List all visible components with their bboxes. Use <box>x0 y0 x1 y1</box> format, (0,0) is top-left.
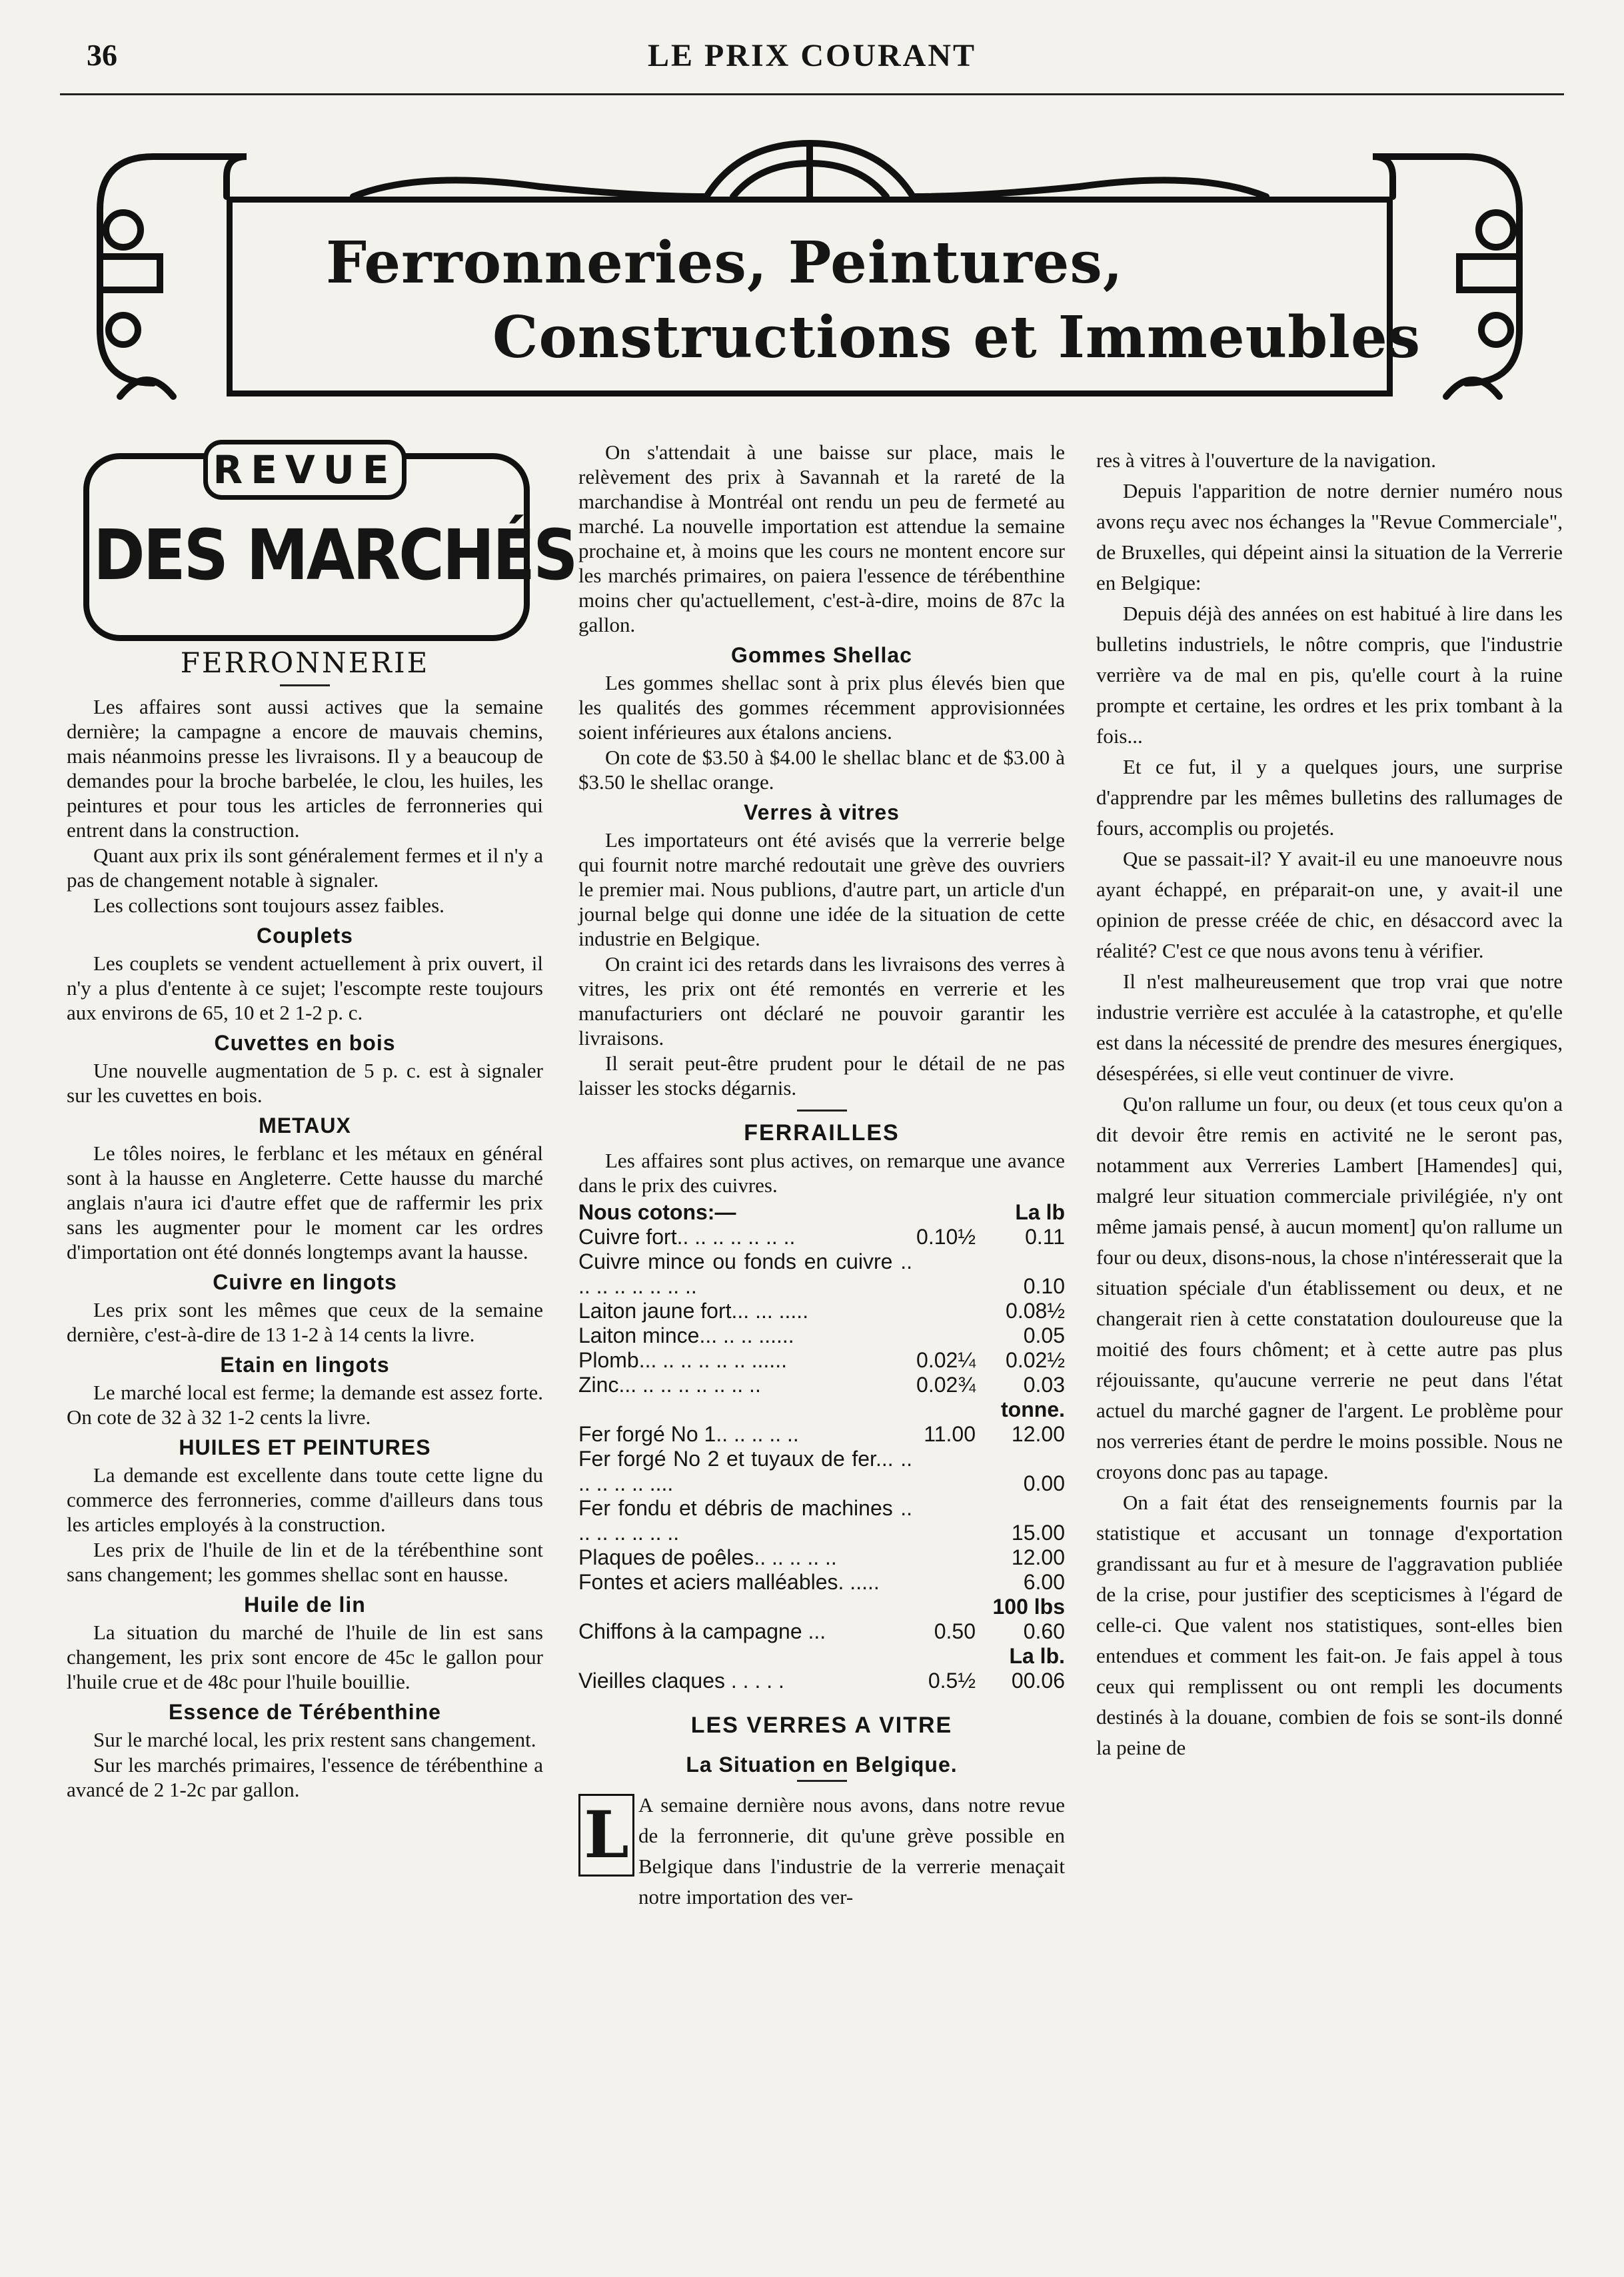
price-row <box>578 1200 1065 1225</box>
paragraph: Le tôles noires, le ferblanc et les métaux en général sont à la hausse en Angleterre. Cette hausse du marché anglais n'aura ici d'autre effet que de raffermir les prix sans les augmenter pour le moment car les ordres d'importation ont été donnés longtemps avant la hausse. <box>67 1141 543 1263</box>
subheading-situation-belgique: La Situation en Belgique. <box>686 1753 958 1777</box>
price-row <box>578 1447 1065 1496</box>
price-value-b: 12.00 <box>1011 1545 1065 1569</box>
price-item: Plomb... .. .. .. .. .. ...... <box>578 1348 787 1372</box>
paragraph: La situation du marché de l'huile de lin est sans changement, les prix sont encore de 45c le gallon pour l'huile crue et de 48c pour l'huile bouillie. <box>67 1621 543 1693</box>
price-value-b: 15.00 <box>1011 1521 1065 1545</box>
price-value-b: 0.02½ <box>1006 1348 1065 1372</box>
paragraph: Sur les marchés primaires, l'essence de térébenthine a avancé de 2 1-2c par gallon. <box>67 1753 543 1801</box>
price-row <box>578 1249 1065 1299</box>
paragraph: Et ce fut, il y a quelques jours, une surprise d'apprendre par les mêmes bulletins des rallumages de fours, accomplis ou projetés. <box>1096 755 1563 840</box>
price-row <box>578 1422 1065 1447</box>
divider <box>797 1110 847 1112</box>
price-item: Chiffons à la campagne ... <box>578 1619 826 1643</box>
section-title-ferronnerie: FERRONNERIE <box>180 646 430 679</box>
price-row <box>578 1397 1065 1422</box>
paragraph: Qu'on rallume un four, ou deux (et tous ceux qu'on a dit devoir être remis en activité ne le seront pas, notamment aux Verreries Lambert [Hamendes] qui, malgré leur situation commerciale privilégiée, n'y ont même jamais pensé, à aucun moment] qu'on rallume un four ou deux, disons-nous, la chose n'intéresserait que la situation spéciale d'un établissement ou deux, et ne changerait rien à cette constatation douloureuse que la moitié des fours chôment; et à cette autre pas plus réjouissante, qu'aucune verrerie ne peut dans l'état actuel du marché gagner de l'argent. Le problème pour nos verreries étant de perdre le moins possible. Nous ne croyons donc pas au tapage. <box>1096 1092 1563 1483</box>
price-value-b: 0.00 <box>1023 1471 1065 1495</box>
price-value-a: 0.02¼ <box>916 1348 976 1372</box>
subheading-essence: Essence de Térébenthine <box>169 1700 441 1724</box>
price-item: Laiton mince... .. .. ...... <box>578 1323 794 1347</box>
paragraph: Sur le marché local, les prix restent sans changement. <box>93 1728 536 1751</box>
price-item: Fer forgé No 1.. .. .. .. .. <box>578 1422 799 1446</box>
page-number: 36 <box>87 38 117 72</box>
paragraph: Les prix sont les mêmes que ceux de la semaine dernière, c'est-à-dire de 13 1-2 à 14 cents la livre. <box>67 1298 543 1346</box>
section-banner <box>73 130 1546 423</box>
price-row <box>578 1644 1065 1669</box>
masthead-top-label: REVUE <box>203 440 406 500</box>
price-value-a: 0.02¾ <box>916 1373 976 1397</box>
price-item: Fer forgé No 2 et tuyaux de fer... .. .. .. .. .. .... <box>578 1447 912 1495</box>
subheading-cuivre: Cuivre en lingots <box>213 1270 397 1294</box>
paragraph: On craint ici des retards dans les livraisons des verres à vitres, les prix ont été remontés en verrerie et les manufacturiers ont déclaré ne pouvoir garantir les livraisons. <box>578 952 1065 1050</box>
price-item <box>578 1397 912 1422</box>
price-row <box>578 1348 1065 1373</box>
price-item: Plaques de poêles.. .. .. .. .. <box>578 1545 837 1569</box>
banner-frame <box>227 197 1421 396</box>
price-value-b: 0.60 <box>1023 1619 1065 1643</box>
price-value-b: La lb <box>1015 1200 1065 1224</box>
paragraph: Il serait peut-être prudent pour le détail de ne pas laisser les stocks dégarnis. <box>578 1052 1065 1100</box>
price-value-a <box>912 1595 985 1619</box>
banner-title-line-1: Ferronneries, Peintures, <box>326 229 1124 297</box>
price-item: Nous cotons:— <box>578 1200 736 1224</box>
banner-title-line-2: Constructions et Immeubles <box>492 304 1421 371</box>
paragraph: Les couplets se vendent actuellement à prix ouvert, il n'y a plus d'entente à ce sujet; l'escompte reste toujours aux environs de 65, 10 et 2 1-2 p. c. <box>67 952 543 1024</box>
price-value-a <box>912 1545 985 1570</box>
paragraph: Les importateurs ont été avisés que la verrerie belge qui fournit notre marché redoutait une grève des ouvriers le premier mai. Nous publions, d'autre part, un article d'un journal belge qui donne une idée de la situation de cette industrie en Belgique. <box>578 828 1065 950</box>
price-value-b: 6.00 <box>1023 1570 1065 1594</box>
divider <box>797 1780 847 1782</box>
price-item: Cuivre mince ou fonds en cuivre .. .. .. .. .. .. .. .. <box>578 1249 912 1298</box>
subheading-gommes: Gommes Shellac <box>731 643 912 667</box>
subheading-huile-de-lin: Huile de lin <box>244 1593 366 1617</box>
price-value-a: 0.50 <box>934 1619 976 1643</box>
price-row <box>578 1545 1065 1570</box>
paragraph: res à vitres à l'ouverture de la navigation. <box>1096 448 1437 472</box>
price-value-a: 0.5½ <box>928 1669 976 1693</box>
price-value-b: 0.05 <box>1023 1323 1065 1347</box>
price-value-b: 00.06 <box>1011 1669 1065 1693</box>
paragraph: On cote de $3.50 à $4.00 le shellac blanc et de $3.00 à $3.50 le shellac orange. <box>578 746 1065 794</box>
paragraph: On a fait état des renseignements fournis par la statistique et accusant un tonnage d'exportation grandissant au fur et à mesure de l'aggravation publiée de la crise, pour justifier des scepticismes à l'égard de celle-ci. Que valent nos statistiques, sont-elles bien entendues et comment les fait-on. Je fais appel à tous ceux qui remplissent ou ont rempli les documents destinés à la douane, combien de fois se sont-ils donné la peine de <box>1096 1491 1563 1759</box>
price-row <box>578 1225 1065 1249</box>
paragraph: Les prix de l'huile de lin et de la térébenthine sont sans changement; les gommes shellac sont en hausse. <box>67 1538 543 1586</box>
price-value-b: 0.10 <box>1023 1274 1065 1298</box>
price-item: Cuivre fort.. .. .. .. .. .. .. <box>578 1225 796 1249</box>
paragraph: Depuis l'apparition de notre dernier numéro nous avons reçu avec nos échanges la "Revue Commerciale", de Bruxelles, qui dépeint ainsi la situation de la Verrerie en Belgique: <box>1096 479 1563 594</box>
drop-cap: L <box>578 1794 634 1877</box>
divider <box>280 684 330 686</box>
price-value-b: tonne. <box>1001 1397 1065 1421</box>
masthead-main-label: DES MARCHÉS <box>93 514 576 596</box>
column-2 <box>578 440 1065 1913</box>
price-value-b: 0.11 <box>1025 1225 1065 1249</box>
subheading-couplets: Couplets <box>257 924 353 948</box>
price-table <box>578 1200 1065 1693</box>
price-row <box>578 1299 1065 1323</box>
price-value-a <box>912 1496 985 1545</box>
price-value-b: La lb. <box>1009 1644 1065 1668</box>
paragraph: Une nouvelle augmentation de 5 p. c. est à signaler sur les cuvettes en bois. <box>67 1059 543 1107</box>
header-rule <box>60 93 1564 95</box>
paragraph: Depuis déjà des années on est habitué à lire dans les bulletins industriels, le nôtre compris, que l'industrie verrière va de mal en pis, qu'elle court à la ruine prompte et certaine, les ordres et les prix tombant à la fois... <box>1096 602 1563 748</box>
paragraph: Il n'est malheureusement que trop vrai que notre industrie verrière est acculée à la catastrophe, et qu'elle est dans la nécessité de prendre des mesures énergiques, désespérées, si elle veut continuer de vivre. <box>1096 970 1563 1085</box>
price-item: Zinc... .. .. .. .. .. .. .. <box>578 1373 761 1397</box>
price-value-b: 0.08½ <box>1006 1299 1065 1323</box>
paragraph: Les collections sont toujours assez faibles. <box>93 894 444 917</box>
paragraph: Les affaires sont plus actives, on remarque une avance dans le prix des cuivres. <box>578 1149 1065 1197</box>
price-value-a <box>912 1447 985 1496</box>
price-item: Fontes et aciers malléables. ..... <box>578 1570 880 1594</box>
price-row <box>578 1323 1065 1348</box>
paragraph: Quant aux prix ils sont généralement fermes et il n'y a pas de changement notable à signaler. <box>67 844 543 892</box>
running-header <box>73 37 1551 77</box>
price-row <box>578 1669 1065 1693</box>
paragraph: La demande est excellente dans toute cette ligne du commerce des ferronneries, comme d'ailleurs dans tous les articles employés à la construction. <box>67 1463 543 1536</box>
subheading-verres-a-vitre: LES VERRES A VITRE <box>690 1713 953 1738</box>
paragraph: Les gommes shellac sont à prix plus élevés bien que les qualités des gommes récemment approvisionnées soient inférieures aux étalons anciens. <box>578 671 1065 744</box>
subheading-etain: Etain en lingots <box>220 1353 390 1377</box>
price-value-b: 12.00 <box>1011 1422 1065 1446</box>
price-item <box>578 1595 912 1619</box>
price-row <box>578 1619 1065 1644</box>
price-value-b: 0.03 <box>1023 1373 1065 1397</box>
journal-title: LE PRIX COURANT <box>647 38 977 73</box>
column-1 <box>67 440 576 1803</box>
price-row <box>578 1373 1065 1397</box>
price-item: Laiton jaune fort... ... ..... <box>578 1299 809 1323</box>
price-value-a <box>912 1570 985 1595</box>
subheading-ferrailles: FERRAILLES <box>744 1120 900 1145</box>
price-row <box>578 1496 1065 1545</box>
price-value-a: 11.00 <box>924 1422 976 1446</box>
price-value-a <box>912 1299 985 1323</box>
article-opening <box>578 1790 1065 1912</box>
revue-masthead <box>67 440 576 646</box>
price-item: Vieilles claques . . . . . <box>578 1669 784 1693</box>
subheading-verres: Verres à vitres <box>744 800 900 824</box>
price-value-a <box>912 1397 985 1422</box>
subheading-cuvettes: Cuvettes en bois <box>214 1031 396 1055</box>
price-row <box>578 1595 1065 1619</box>
paragraph: Les affaires sont aussi actives que la semaine dernière; la campagne a encore de mauvais chemins, mais néanmoins presse les livraisons. Il y a beaucoup de demandes pour la broche barbelée, le clou, les huiles, les peintures et pour tous les articles de ferronneries qui entrent dans la construction. <box>67 695 543 842</box>
subheading-metaux: METAUX <box>259 1114 351 1138</box>
column-3 <box>1096 445 1563 1763</box>
paragraph: Que se passait-il? Y avait-il eu une manoeuvre nous ayant échappé, en préparait-on une, y avait-il une opinion de presse créée de chic, en désaccord avec la réalité? C'est ce que nous avons tenu à vérifier. <box>1096 847 1563 962</box>
paragraph: Le marché local est ferme; la demande est assez forte. On cote de 32 à 32 1-2 cents la livre. <box>67 1381 543 1429</box>
price-item <box>578 1644 912 1669</box>
paragraph: On s'attendait à une baisse sur place, mais le relèvement des prix à Savannah et la rareté de la marchandise à Montréal ont rendu un peu de fermeté au marché. La nouvelle importation est attendue la semaine prochaine et, à moins que les cours ne montent encore sur les marchés primaires, on paiera l'essence de térébenthine moins cher qu'actuellement, c'est-à-dire, moins de 87c la gallon. <box>578 440 1065 636</box>
paragraph: A semaine dernière nous avons, dans notre revue de la ferronnerie, dit qu'une grève possible en Belgique dans l'industrie de la verrerie menaçait notre importation des ver- <box>638 1793 1065 1908</box>
price-item: Fer fondu et débris de machines .. .. .. .. .. .. .. <box>578 1496 912 1545</box>
price-value-a <box>912 1323 985 1348</box>
price-value-a <box>912 1200 985 1225</box>
price-value-a: 0.10½ <box>916 1225 976 1249</box>
price-value-a <box>912 1249 985 1299</box>
price-value-a <box>912 1644 985 1669</box>
subheading-huiles: HUILES ET PEINTURES <box>179 1435 431 1459</box>
price-value-b: 100 lbs <box>992 1595 1065 1619</box>
price-row <box>578 1570 1065 1595</box>
